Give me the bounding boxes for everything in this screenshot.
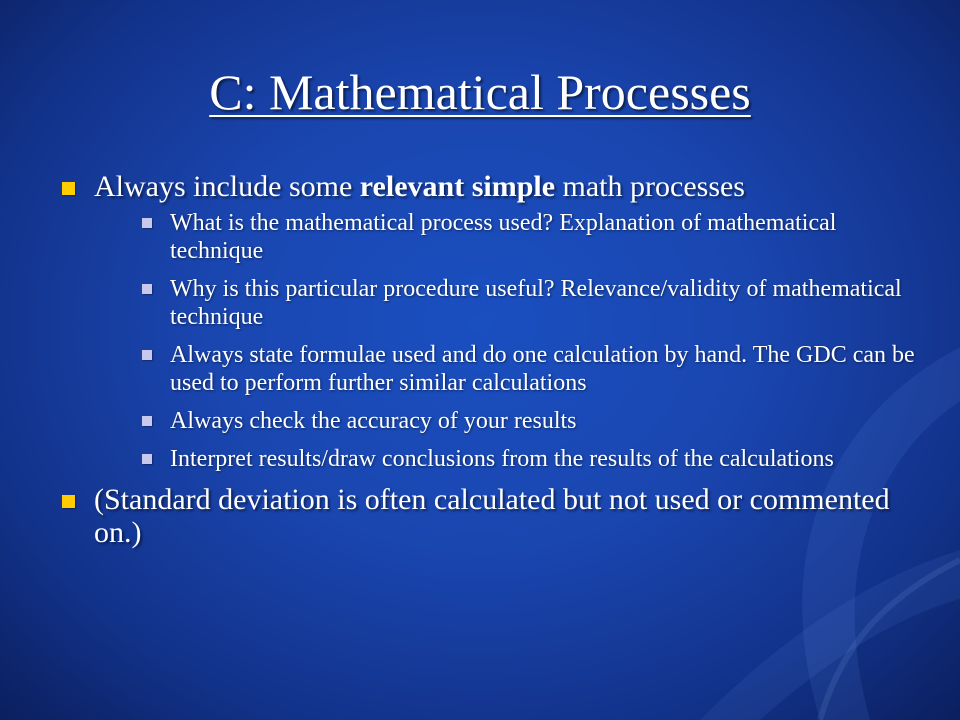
sub-bullet-item <box>94 445 920 473</box>
bullet-text-emphasis: relevant simple <box>359 170 556 203</box>
sub-bullet-text: Always state formulae used and do one calculation by hand. The GDC can be used to perform further similar calculations <box>170 342 915 396</box>
bullet-list <box>60 170 920 549</box>
square-bullet-icon <box>142 218 152 228</box>
square-bullet-icon <box>62 495 75 508</box>
square-bullet-icon <box>142 454 152 464</box>
bullet-text: (Standard deviation is often calculated but not used or commented on.) <box>94 483 890 549</box>
sub-bullet-text: What is the mathematical process used? Explanation of mathematical technique <box>170 210 837 264</box>
square-bullet-icon <box>142 350 152 360</box>
sub-bullet-item <box>94 275 920 331</box>
bullet-text-prefix: Always include some <box>94 170 360 203</box>
sub-bullet-text: Why is this particular procedure useful? Relevance/validity of mathematical technique <box>170 276 902 330</box>
bullet-item <box>60 483 920 549</box>
square-bullet-icon <box>142 416 152 426</box>
slide-title: C: Mathematical Processes <box>209 64 751 120</box>
square-bullet-icon <box>62 182 75 195</box>
sub-bullet-item <box>94 407 920 435</box>
sub-bullet-item <box>94 341 920 397</box>
sub-bullet-list <box>94 209 920 473</box>
square-bullet-icon <box>142 284 152 294</box>
sub-bullet-text: Interpret results/draw conclusions from the results of the calculations <box>170 446 834 472</box>
bullet-text-suffix: math processes <box>555 170 745 203</box>
bullet-item <box>60 170 920 473</box>
sub-bullet-text: Always check the accuracy of your results <box>170 408 577 434</box>
sub-bullet-item <box>94 209 920 265</box>
